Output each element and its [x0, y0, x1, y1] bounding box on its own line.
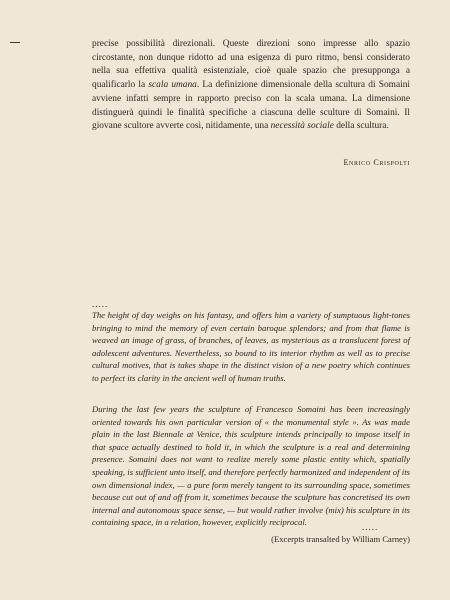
separator-dots-bottom: ..... [362, 522, 379, 532]
italian-emphasis-2: necessità sociale [270, 121, 334, 132]
margin-mark [10, 42, 20, 43]
italian-paragraph [92, 38, 410, 134]
italian-text-2: . La definizione dimensionale della scultura di Somaini avviene infatti sempre in rapporto preciso con la scala umana. La dimensione distinguerà quindi le finalità specifiche a ciascuna delle sculture di Somaini. Il giovane scultore avverte così, nitidamente, una [92, 80, 410, 132]
italian-emphasis-1: scala umana [148, 80, 197, 91]
italian-text-1: precise possibilità direzionali. Queste direzioni sono impresse allo spazio circostante, non dunque ridotto ad una esigenza di puro ritmo, bensì considerato nella sua effettiva qualità esistenziale, cioè quale spazio che presupponga a qualificarlo la [92, 39, 410, 91]
english-paragraph-2: During the last few years the sculpture of Francesco Somaini has been increasingly oriented towards his own particular version of « the monumental style ». As was made plain in the last Biennale at Venice, this sculpture intends principally to impose itself in that space actually destined to hold it, in which the sculpture is a real and determining presence. Somaini does not want to realize merely some plastic entity which, spatially speaking, is sufficient unto itself, and therefore perfectly harmonized and independent of its own dimensional index, — a pure form merely tangent to its surrounding space, sometimes because cut out of and off from it, sometimes because the sculpture has concretised its own internal and autonomous space sense, — but would rather involve (mix) his sculpture in its containing space, in a relation, however, explicitly reciprocal. [92, 404, 410, 528]
separator-dots-top: ..... [92, 299, 109, 309]
translation-credit: (Excerpts transalted by William Carney) [271, 534, 410, 544]
english-paragraph-1: The height of day weighs on his fantasy, and offers him a variety of sumptuous light-tones bringing to mind the memory of even certain baroque splendors; and from that flame is weaved an image of grass, of branches, of leaves, as mysterious as a translucent forest of adolescent adventures. Nevertheless, so bound to its interior rhythm as well as to precise cultural motives, that is takes shape in the distinct vision of a new poetry which continues to perfect its clarity in the ancient well of human truths. [92, 310, 410, 383]
author-signature: Enrico Crispolti [343, 158, 410, 167]
italian-text-3: della scultura. [333, 121, 389, 132]
